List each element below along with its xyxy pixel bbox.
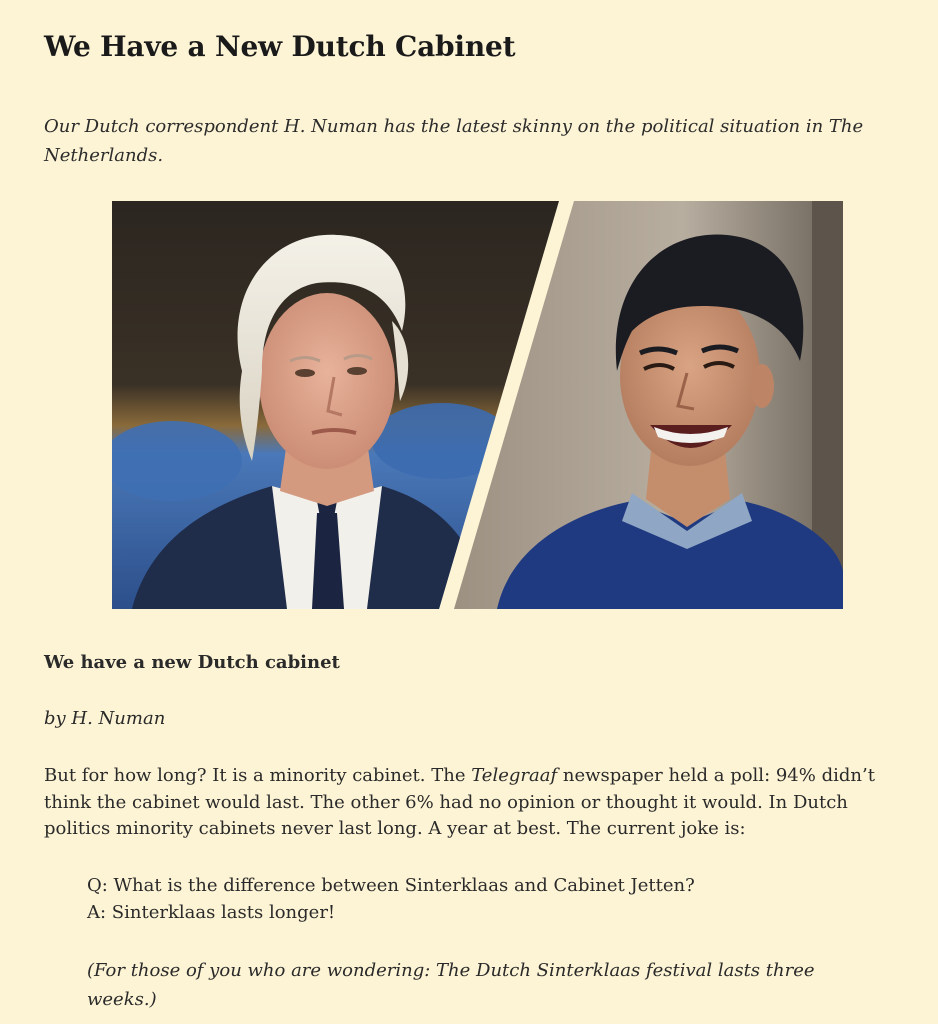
joke-answer: A: Sinterklaas lasts longer! bbox=[87, 901, 336, 923]
explanatory-note: (For those of you who are wondering: The Dutch Sinterklaas festival lasts three weeks.) bbox=[87, 960, 815, 1010]
article-title: We Have a New Dutch Cabinet bbox=[44, 30, 516, 63]
byline: by H. Numan bbox=[44, 708, 166, 729]
body-text-end: newspaper held a poll: 94% didn’t think the cabinet would last. The other 6% had no opinion or thought it would. In Dutch politics minority cabinets never last long. A year at best. The current joke is: bbox=[44, 765, 875, 839]
joke-block bbox=[87, 873, 867, 926]
hero-image-graphic bbox=[112, 201, 843, 609]
hero-image[interactable] bbox=[112, 201, 843, 609]
body-text-start: But for how long? It is a minority cabinet. The bbox=[44, 765, 472, 786]
article-subtitle: Our Dutch correspondent H. Numan has the latest skinny on the political situation in The Netherlands. bbox=[44, 116, 864, 166]
body-paragraph bbox=[44, 763, 894, 843]
newspaper-name: Telegraaf bbox=[471, 765, 558, 786]
section-heading: We have a new Dutch cabinet bbox=[44, 652, 340, 673]
joke-question: Q: What is the difference between Sinterklaas and Cabinet Jetten? bbox=[87, 875, 695, 896]
